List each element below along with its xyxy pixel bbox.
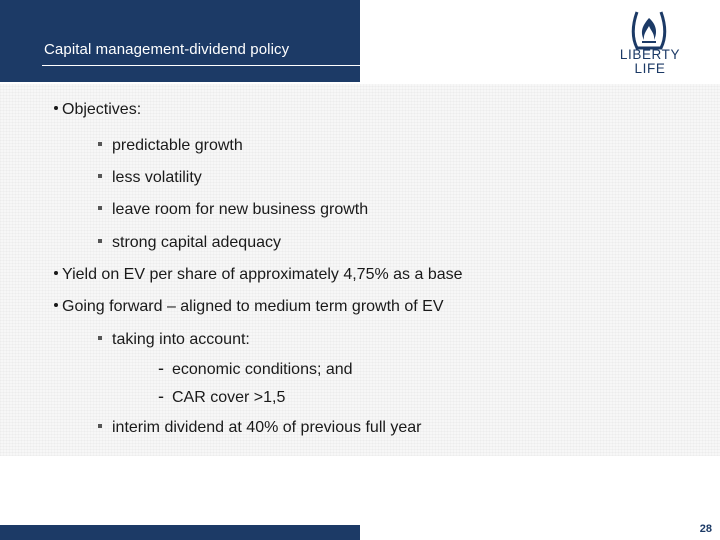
list-item: taking into account: <box>98 331 250 349</box>
square-bullet-icon <box>98 174 102 178</box>
title-underline <box>42 65 360 66</box>
list-item: - CAR cover >1,5 <box>158 386 286 406</box>
bullet-dot-icon <box>54 106 58 110</box>
list-item: strong capital adequacy <box>98 234 281 252</box>
bullet-objectives: Objectives: <box>54 101 141 119</box>
dash-bullet-icon: - <box>158 386 164 406</box>
square-bullet-icon <box>98 424 102 428</box>
logo-line-2: LIFE <box>634 61 666 76</box>
bullet-going-forward: Going forward – aligned to medium term growth of EV <box>54 298 444 316</box>
square-bullet-icon <box>98 239 102 243</box>
page-number: 28 <box>699 523 712 535</box>
square-bullet-icon <box>98 336 102 340</box>
bullet-yield: Yield on EV per share of approximately 4,75% as a base <box>54 266 463 284</box>
dash-bullet-icon: - <box>158 358 164 378</box>
footer-bar <box>0 525 360 540</box>
slide-title: Capital management-dividend policy <box>44 41 290 58</box>
logo-wordmark <box>610 48 690 76</box>
bullet-dot-icon <box>54 303 58 307</box>
square-bullet-icon <box>98 206 102 210</box>
list-item: predictable growth <box>98 137 243 155</box>
bullet-dot-icon <box>54 271 58 275</box>
square-bullet-icon <box>98 142 102 146</box>
logo-line-1: LIBERTY <box>619 47 681 62</box>
list-item: - economic conditions; and <box>158 358 353 378</box>
list-item: interim dividend at 40% of previous full year <box>98 419 422 437</box>
list-item: less volatility <box>98 169 202 187</box>
list-item: leave room for new business growth <box>98 201 368 219</box>
slide-content <box>0 84 720 456</box>
